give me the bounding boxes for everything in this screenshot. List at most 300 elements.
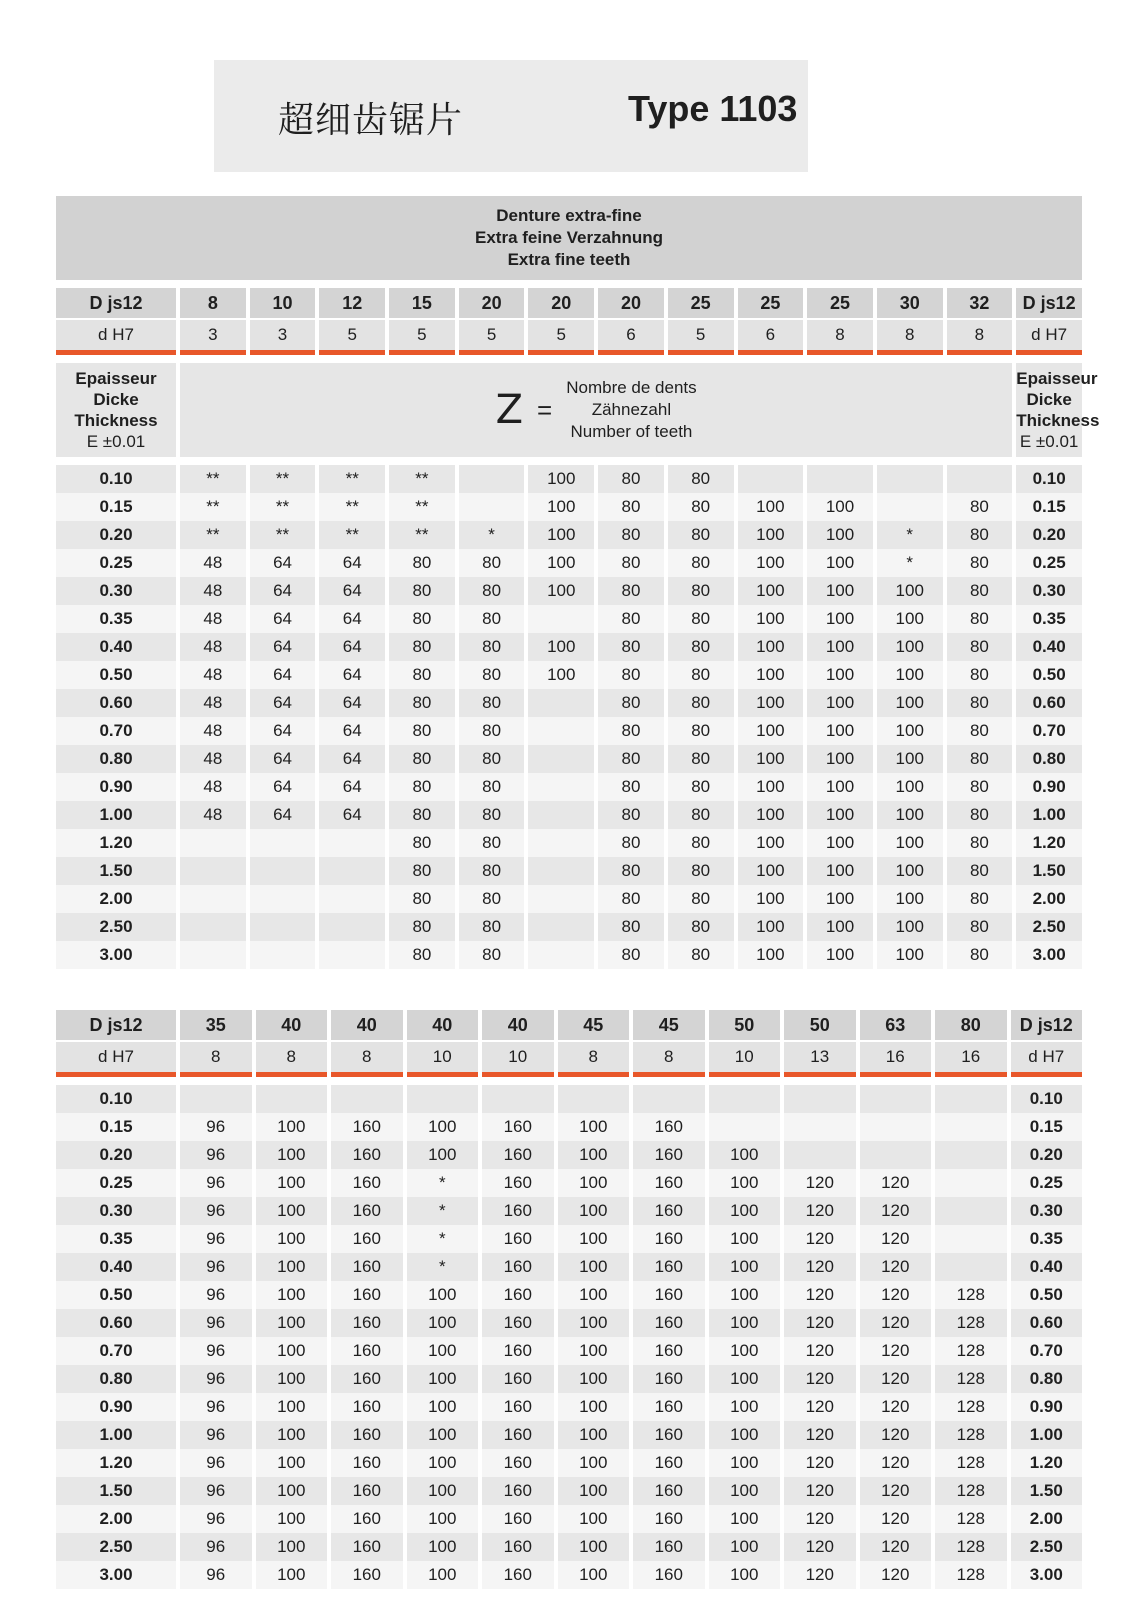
teeth-count-cell: ** [389,493,455,521]
thickness-value: 0.60 [1016,689,1082,717]
teeth-count-cell: 80 [947,633,1013,661]
thickness-value: 2.00 [56,885,176,913]
thickness-value: 0.90 [1011,1393,1083,1421]
teeth-count-cell: 120 [860,1309,932,1337]
teeth-count-cell: 80 [598,493,664,521]
teeth-count-cell: 100 [558,1393,630,1421]
teeth-count-cell [256,1085,328,1113]
teeth-count-cell: ** [250,521,316,549]
teeth-count-cell: 64 [319,633,385,661]
teeth-count-cell: 80 [389,605,455,633]
table-row [56,1085,1082,1113]
thickness-value: 3.00 [1016,941,1082,969]
teeth-count-cell: 64 [250,689,316,717]
table-row [56,941,1082,969]
teeth-count-cell [528,913,594,941]
teeth-count-cell: 100 [877,605,943,633]
bore-diameter-row [56,1042,1082,1077]
bore-diameter-value: 8 [633,1042,705,1077]
teeth-count-cell: 64 [250,633,316,661]
teeth-count-cell: 80 [459,857,525,885]
outer-diameter-value: 8 [180,288,246,320]
teeth-count-cell: 80 [668,801,734,829]
table-row [56,913,1082,941]
teeth-count-cell: 100 [558,1421,630,1449]
teeth-count-cell: 48 [180,605,246,633]
teeth-count-cell: 80 [947,829,1013,857]
outer-diameter-value: 32 [947,288,1013,320]
teeth-count-cell: 128 [935,1281,1007,1309]
outer-diameter-value: 45 [558,1010,630,1042]
teeth-count-cell [947,465,1013,493]
teeth-count-cell: 160 [633,1505,705,1533]
teeth-count-cell: 100 [877,913,943,941]
teeth-count-cell: 96 [180,1421,252,1449]
teeth-count-cell: 120 [860,1253,932,1281]
teeth-count-cell: 48 [180,549,246,577]
teeth-count-cell: 160 [482,1449,554,1477]
table-row [56,521,1082,549]
teeth-count-cell [935,1225,1007,1253]
thickness-value: 0.40 [56,1253,176,1281]
table-row [56,465,1082,493]
teeth-count-cell: 100 [407,1477,479,1505]
outer-diameter-value: 20 [598,288,664,320]
outer-diameter-label: D js12 [1011,1010,1083,1042]
teeth-count-cell: 100 [407,1281,479,1309]
teeth-count-cell: 80 [389,885,455,913]
teeth-count-cell: 160 [331,1365,403,1393]
teeth-count-cell: 160 [633,1421,705,1449]
thickness-value: 2.50 [56,1533,176,1561]
teeth-count-cell: 96 [180,1365,252,1393]
teeth-count-cell: 100 [709,1337,781,1365]
teeth-count-cell: 120 [784,1477,856,1505]
teeth-count-cell: 80 [459,829,525,857]
teeth-count-cell: 48 [180,689,246,717]
teeth-count-cell: 80 [947,521,1013,549]
teeth-count-cell: 120 [784,1393,856,1421]
teeth-count-cell: 120 [784,1421,856,1449]
teeth-count-cell: 120 [860,1169,932,1197]
teeth-count-cell: 80 [459,633,525,661]
teeth-count-cell: 96 [180,1393,252,1421]
teeth-count-cell: 160 [331,1421,403,1449]
teeth-count-cell: ** [389,465,455,493]
teeth-count-cell [558,1085,630,1113]
teeth-count-cell [860,1141,932,1169]
teeth-count-cell: 64 [319,773,385,801]
teeth-count-cell: 100 [877,829,943,857]
teeth-count-cell: 100 [558,1561,630,1589]
table-row [56,1337,1082,1365]
teeth-count-cell: 100 [709,1309,781,1337]
teeth-count-cell [633,1085,705,1113]
teeth-count-cell: 100 [807,829,873,857]
teeth-count-cell [784,1113,856,1141]
teeth-count-cell [784,1141,856,1169]
teeth-count-cell: 80 [598,661,664,689]
teeth-count-cell: 100 [558,1449,630,1477]
teeth-count-cell: 128 [935,1365,1007,1393]
teeth-count-cell: 64 [319,549,385,577]
teeth-count-cell: 120 [860,1197,932,1225]
teeth-count-cell: 80 [668,549,734,577]
table-row [56,1197,1082,1225]
teeth-count-cell [250,913,316,941]
teeth-count-cell: * [407,1197,479,1225]
teeth-count-cell: 120 [860,1421,932,1449]
teeth-count-cell: 160 [482,1113,554,1141]
teeth-count-cell: 120 [784,1533,856,1561]
thickness-value: 0.70 [1016,717,1082,745]
bore-diameter-label: d H7 [56,320,176,355]
teeth-count-cell: 80 [389,549,455,577]
outer-diameter-value: 20 [528,288,594,320]
teeth-count-cell: 80 [598,773,664,801]
thickness-value: 2.00 [1016,885,1082,913]
teeth-count-cell: 120 [860,1533,932,1561]
teeth-count-cell: 100 [877,717,943,745]
teeth-count-cell: 48 [180,633,246,661]
teeth-count-cell: 80 [668,493,734,521]
teeth-count-cell: 48 [180,801,246,829]
bore-diameter-value: 8 [807,320,873,355]
teeth-count-cell: 100 [807,605,873,633]
teeth-count-cell: 100 [256,1225,328,1253]
teeth-count-cell: 160 [482,1477,554,1505]
teeth-count-cell: 100 [256,1477,328,1505]
teeth-count-cell: 100 [256,1505,328,1533]
teeth-count-cell: 100 [807,521,873,549]
teeth-count-cell: 100 [709,1449,781,1477]
thickness-value: 0.25 [56,1169,176,1197]
outer-diameter-value: 40 [331,1010,403,1042]
teeth-count-cell: 120 [784,1449,856,1477]
teeth-count-cell: 100 [558,1365,630,1393]
thickness-value: 0.20 [1016,521,1082,549]
thickness-value: 1.50 [56,857,176,885]
thickness-value: 0.15 [1016,493,1082,521]
table-row [56,1477,1082,1505]
teeth-count-cell: 80 [389,633,455,661]
teeth-count-cell: 100 [256,1421,328,1449]
teeth-count-cell: 100 [256,1113,328,1141]
teeth-count-cell: 80 [668,689,734,717]
teeth-count-cell: 100 [558,1225,630,1253]
teeth-count-cell: 80 [668,857,734,885]
teeth-count-cell: 120 [860,1281,932,1309]
teeth-count-cell: 100 [256,1449,328,1477]
table-row [56,801,1082,829]
thickness-value: 1.50 [1011,1477,1083,1505]
teeth-count-cell: 64 [250,605,316,633]
teeth-count-cell: 128 [935,1421,1007,1449]
z-symbol: Z [495,387,524,433]
table-row [56,1113,1082,1141]
teeth-count-cell: 100 [558,1197,630,1225]
teeth-count-cell [784,1085,856,1113]
thickness-value: 0.70 [56,1337,176,1365]
teeth-count-cell: 128 [935,1561,1007,1589]
teeth-count-cell: 120 [784,1225,856,1253]
table-row [56,1393,1082,1421]
teeth-count-cell: 100 [528,633,594,661]
thickness-value: 1.00 [1016,801,1082,829]
teeth-count-cell: ** [250,465,316,493]
teeth-count-cell: 48 [180,577,246,605]
thickness-teeth-header [56,363,1082,457]
teeth-count-cell: 100 [738,577,804,605]
thickness-value: 0.50 [56,1281,176,1309]
thickness-value: 0.80 [1016,745,1082,773]
teeth-count-cell: 80 [389,857,455,885]
bore-diameter-value: 5 [459,320,525,355]
thickness-value: 0.40 [1011,1253,1083,1281]
teeth-count-cell: 120 [860,1365,932,1393]
thickness-value: 2.50 [1011,1533,1083,1561]
thickness-value: 0.80 [1011,1365,1083,1393]
teeth-count-cell: 160 [633,1561,705,1589]
teeth-count-cell [528,885,594,913]
thickness-value: 0.40 [56,633,176,661]
teeth-count-cell: 160 [482,1505,554,1533]
thickness-value: 1.00 [1011,1421,1083,1449]
teeth-count-cell: ** [180,493,246,521]
teeth-count-cell: 120 [784,1365,856,1393]
teeth-count-cell: 100 [256,1561,328,1589]
teeth-count-cell: 100 [256,1533,328,1561]
thickness-value: 3.00 [1011,1561,1083,1589]
teeth-count-cell: ** [319,521,385,549]
teeth-count-cell [180,857,246,885]
teeth-count-cell: 100 [528,465,594,493]
teeth-count-cell: 64 [250,577,316,605]
teeth-count-cell: 160 [331,1337,403,1365]
teeth-count-cell: 120 [860,1449,932,1477]
outer-diameter-value: 40 [407,1010,479,1042]
teeth-type-label: Denture extra-fine Extra feine Verzahnung Extra fine teeth [56,196,1082,280]
teeth-count-cell: 100 [709,1365,781,1393]
bore-diameter-value: 8 [331,1042,403,1077]
teeth-count-cell: 100 [407,1141,479,1169]
teeth-count-cell: 100 [807,661,873,689]
teeth-count-cell: 100 [738,941,804,969]
teeth-count-cell [250,857,316,885]
teeth-count-cell: 64 [319,801,385,829]
teeth-count-cell: 96 [180,1225,252,1253]
teeth-count-cell: 100 [558,1505,630,1533]
teeth-count-cell [459,465,525,493]
teeth-count-cell: 100 [807,857,873,885]
teeth-count-cell: 100 [738,661,804,689]
teeth-count-cell: 64 [319,605,385,633]
teeth-count-cell [935,1253,1007,1281]
bore-diameter-row [56,320,1082,355]
thickness-value: 0.50 [56,661,176,689]
teeth-count-cell: 100 [407,1561,479,1589]
teeth-count-cell: 160 [482,1169,554,1197]
table-row [56,1561,1082,1589]
teeth-count-cell: 64 [250,773,316,801]
thickness-value: 0.60 [56,689,176,717]
teeth-count-cell: 80 [389,801,455,829]
teeth-count-cell: 160 [633,1141,705,1169]
teeth-count-cell: 64 [319,745,385,773]
bore-diameter-value: 8 [877,320,943,355]
thickness-value: 1.20 [56,1449,176,1477]
teeth-count-cell [250,885,316,913]
thickness-value: 0.35 [56,1225,176,1253]
teeth-count-cell [250,829,316,857]
teeth-count-cell: 120 [784,1169,856,1197]
teeth-count-cell: 100 [558,1337,630,1365]
table-row [56,773,1082,801]
outer-diameter-label: D js12 [56,288,176,320]
teeth-count-cell: 80 [389,661,455,689]
teeth-count-cell: 80 [947,493,1013,521]
teeth-table-large-diameters [52,1010,1086,1589]
teeth-count-cell: 96 [180,1337,252,1365]
thickness-value: 0.70 [1011,1337,1083,1365]
teeth-count-cell [482,1085,554,1113]
teeth-count-cell [877,465,943,493]
teeth-count-cell: 100 [738,745,804,773]
teeth-count-cell: 80 [598,689,664,717]
teeth-count-cell: 80 [947,577,1013,605]
teeth-count-cell: 80 [947,689,1013,717]
teeth-count-cell: 160 [482,1365,554,1393]
teeth-count-cell [331,1085,403,1113]
bore-diameter-value: 6 [738,320,804,355]
thickness-value: 0.30 [1016,577,1082,605]
teeth-count-cell: 160 [482,1141,554,1169]
teeth-count-cell [180,1085,252,1113]
teeth-count-cell: 80 [459,913,525,941]
teeth-count-cell: 100 [407,1533,479,1561]
thickness-value: 0.50 [1011,1281,1083,1309]
teeth-count-cell: 120 [860,1505,932,1533]
teeth-count-cell: 80 [389,577,455,605]
teeth-count-cell [807,465,873,493]
thickness-value: 1.00 [56,801,176,829]
thickness-value: 0.35 [1011,1225,1083,1253]
teeth-count-cell: 80 [598,633,664,661]
thickness-value: 0.10 [1016,465,1082,493]
table-row [56,633,1082,661]
teeth-count-cell [935,1085,1007,1113]
bore-diameter-value: 8 [558,1042,630,1077]
outer-diameter-value: 35 [180,1010,252,1042]
teeth-count-cell: 64 [319,689,385,717]
table-row [56,1309,1082,1337]
teeth-count-cell: 160 [482,1309,554,1337]
teeth-count-cell: 100 [528,549,594,577]
teeth-count-cell: 80 [947,773,1013,801]
teeth-count-cell: 100 [807,941,873,969]
teeth-count-cell: 100 [877,857,943,885]
thickness-value: 0.35 [1016,605,1082,633]
table-row [56,1141,1082,1169]
teeth-count-cell: 100 [807,773,873,801]
teeth-count-cell: 100 [877,661,943,689]
table-row [56,857,1082,885]
thickness-value: 0.60 [56,1309,176,1337]
teeth-count-cell: 100 [738,857,804,885]
teeth-count-cell [319,913,385,941]
teeth-count-cell: 160 [331,1533,403,1561]
teeth-count-cell: 160 [482,1533,554,1561]
number-of-teeth-label: Z = Nombre de dents Zähnezahl Number of teeth [180,363,1012,457]
outer-diameter-row [56,288,1082,320]
bore-diameter-value: 10 [407,1042,479,1077]
outer-diameter-value: 12 [319,288,385,320]
teeth-count-cell: 100 [738,885,804,913]
teeth-count-cell: 100 [528,661,594,689]
thickness-value: 0.20 [1011,1141,1083,1169]
teeth-count-cell [709,1113,781,1141]
teeth-count-cell: 160 [482,1393,554,1421]
teeth-count-cell: 160 [482,1561,554,1589]
teeth-count-cell: 100 [709,1533,781,1561]
teeth-count-cell [407,1085,479,1113]
teeth-count-cell: 80 [459,885,525,913]
teeth-count-cell: 120 [860,1225,932,1253]
bore-diameter-value: 6 [598,320,664,355]
teeth-count-cell: 100 [558,1533,630,1561]
teeth-count-cell: 64 [250,745,316,773]
teeth-count-cell: * [877,521,943,549]
thickness-value: 0.35 [56,605,176,633]
teeth-count-cell: 80 [598,745,664,773]
teeth-count-cell: 120 [860,1477,932,1505]
thickness-value: 0.70 [56,717,176,745]
bore-diameter-value: 5 [319,320,385,355]
teeth-count-cell: 160 [633,1449,705,1477]
teeth-count-cell: 128 [935,1449,1007,1477]
teeth-count-cell: 80 [668,661,734,689]
teeth-count-cell: 160 [331,1197,403,1225]
teeth-count-cell: 80 [389,717,455,745]
table-row [56,1505,1082,1533]
table-row [56,1421,1082,1449]
thickness-value: 1.20 [56,829,176,857]
teeth-count-cell: 80 [668,941,734,969]
thickness-value: 0.90 [56,1393,176,1421]
teeth-count-cell: 100 [256,1337,328,1365]
teeth-count-cell: 100 [807,717,873,745]
teeth-count-cell: 80 [668,717,734,745]
teeth-count-cell [528,857,594,885]
teeth-count-cell: 100 [738,801,804,829]
outer-diameter-value: 63 [860,1010,932,1042]
teeth-count-cell: 80 [668,773,734,801]
outer-diameter-value: 25 [807,288,873,320]
teeth-count-cell: 100 [407,1449,479,1477]
teeth-count-cell: 160 [633,1281,705,1309]
outer-diameter-value: 30 [877,288,943,320]
teeth-count-cell: 100 [709,1561,781,1589]
teeth-count-cell [528,941,594,969]
teeth-count-cell [528,745,594,773]
table-row [56,661,1082,689]
teeth-count-cell: 80 [389,941,455,969]
page-title-type: Type 1103 [628,88,798,129]
bore-diameter-value: 8 [947,320,1013,355]
teeth-count-cell: 100 [558,1477,630,1505]
outer-diameter-label: D js12 [56,1010,176,1042]
teeth-count-cell: 80 [459,801,525,829]
